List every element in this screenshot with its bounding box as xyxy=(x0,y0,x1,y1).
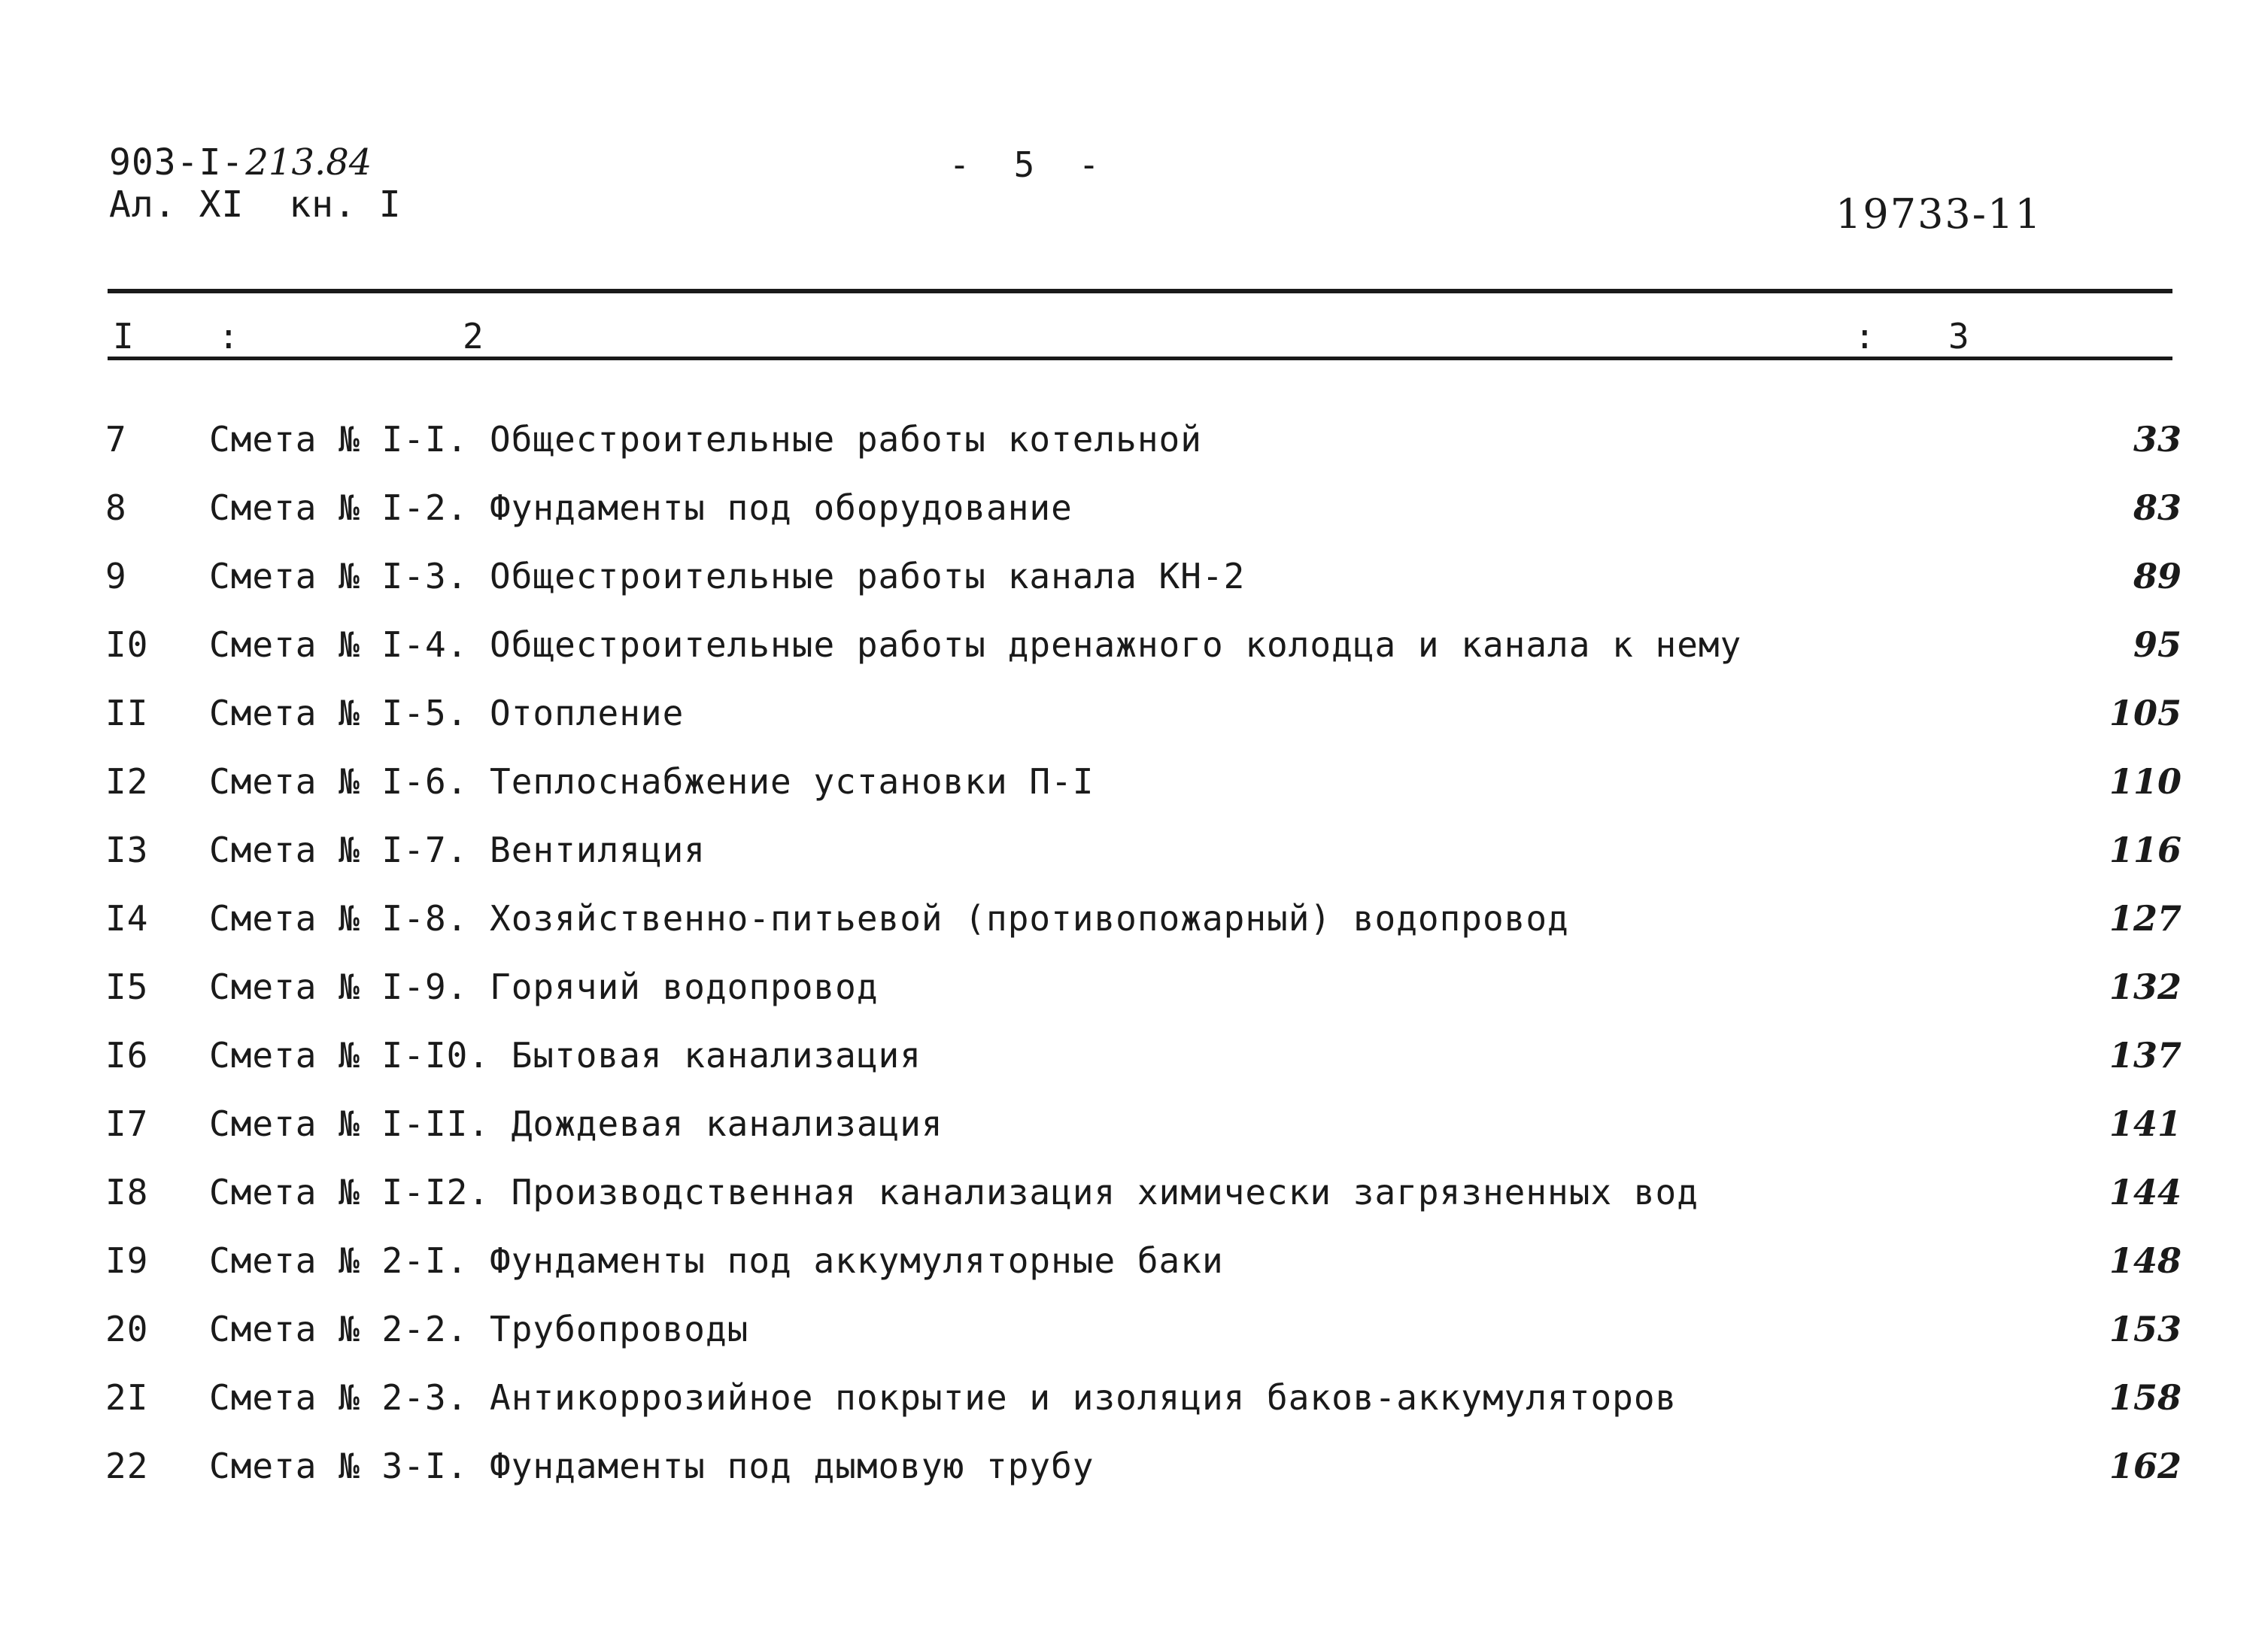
document-code-handwritten: 213.84 xyxy=(245,141,372,184)
table-row xyxy=(0,1446,2268,1509)
row-number: II xyxy=(105,693,149,733)
column-separator: : xyxy=(1854,316,1876,357)
column-separator: : xyxy=(218,316,240,357)
album-book-label: Ал. XI кн. I xyxy=(109,184,402,226)
table-row xyxy=(0,830,2268,893)
row-description: Смета № I-8. Хозяйственно-питьевой (противопожарный) водопровод xyxy=(209,898,1569,939)
row-description: Смета № I-I2. Производственная канализация химически загрязненных вод xyxy=(209,1172,1699,1212)
row-page: 110 xyxy=(2109,761,2181,802)
row-page: 127 xyxy=(2109,898,2181,939)
row-page: 83 xyxy=(2133,487,2181,528)
page-number: - 5 - xyxy=(949,144,1101,185)
table-row xyxy=(0,1309,2268,1372)
row-description: Смета № 3-I. Фундаменты под дымовую трубу xyxy=(209,1446,1095,1486)
table-row xyxy=(0,761,2268,824)
table-row xyxy=(0,1103,2268,1167)
row-number: I6 xyxy=(105,1035,149,1076)
table-row xyxy=(0,1377,2268,1440)
row-description: Смета № I-7. Вентиляция xyxy=(209,830,706,870)
table-row xyxy=(0,419,2268,482)
table-header-rule xyxy=(108,357,2172,360)
document-code xyxy=(109,141,372,184)
row-description: Смета № 2-3. Антикоррозийное покрытие и изоляция баков-аккумуляторов xyxy=(209,1377,1677,1418)
row-page: 162 xyxy=(2109,1446,2181,1486)
row-number: I4 xyxy=(105,898,149,939)
row-number: 9 xyxy=(105,556,127,596)
row-number: 7 xyxy=(105,419,127,460)
column-header-2: 2 xyxy=(463,316,484,357)
row-description: Смета № I-2. Фундаменты под оборудование xyxy=(209,487,1073,528)
table-row xyxy=(0,1035,2268,1098)
row-number: I5 xyxy=(105,967,149,1007)
row-page: 132 xyxy=(2109,967,2181,1007)
row-description: Смета № 2-I. Фундаменты под аккумуляторные баки xyxy=(209,1240,1224,1281)
row-page: 95 xyxy=(2133,624,2181,665)
row-description: Смета № I-5. Отопление xyxy=(209,693,685,733)
row-description: Смета № I-II. Дождевая канализация xyxy=(209,1103,943,1144)
row-page: 137 xyxy=(2109,1035,2181,1076)
row-page: 148 xyxy=(2109,1240,2181,1281)
row-number: 8 xyxy=(105,487,127,528)
table-row xyxy=(0,1172,2268,1235)
document-code-typed: 903-I- xyxy=(109,141,244,184)
row-page: 33 xyxy=(2133,419,2181,460)
row-page: 116 xyxy=(2109,830,2181,870)
row-number: I3 xyxy=(105,830,149,870)
row-description: Смета № I-3. Общестроительные работы канала КН-2 xyxy=(209,556,1246,596)
column-header-1: I xyxy=(113,316,135,357)
row-number: 22 xyxy=(105,1446,149,1486)
row-description: Смета № I-I0. Бытовая канализация xyxy=(209,1035,921,1076)
table-row xyxy=(0,556,2268,619)
table-row xyxy=(0,898,2268,961)
column-header-3: 3 xyxy=(1948,316,1970,357)
row-description: Смета № I-6. Теплоснабжение установки П-I xyxy=(209,761,1095,802)
row-description: Смета № I-I. Общестроительные работы котельной xyxy=(209,419,1202,460)
row-number: I8 xyxy=(105,1172,149,1212)
table-row xyxy=(0,693,2268,756)
row-number: I0 xyxy=(105,624,149,665)
row-number: 20 xyxy=(105,1309,149,1349)
table-row xyxy=(0,1240,2268,1304)
row-page: 158 xyxy=(2109,1377,2181,1418)
table-row xyxy=(0,624,2268,687)
row-page: 144 xyxy=(2109,1172,2181,1212)
row-number: I7 xyxy=(105,1103,149,1144)
row-page: 105 xyxy=(2109,693,2181,733)
row-page: 89 xyxy=(2133,556,2181,596)
table-top-rule xyxy=(108,289,2172,293)
row-page: 153 xyxy=(2109,1309,2181,1349)
row-description: Смета № I-9. Горячий водопровод xyxy=(209,967,879,1007)
row-description: Смета № 2-2. Трубопроводы xyxy=(209,1309,749,1349)
table-row xyxy=(0,487,2268,551)
row-description: Смета № I-4. Общестроительные работы дренажного колодца и канала к нему xyxy=(209,624,1742,665)
row-number: I9 xyxy=(105,1240,149,1281)
document-number-handwritten: 19733-11 xyxy=(1835,190,2042,238)
row-number: I2 xyxy=(105,761,149,802)
table-row xyxy=(0,967,2268,1030)
row-number: 2I xyxy=(105,1377,149,1418)
row-page: 141 xyxy=(2109,1103,2181,1144)
